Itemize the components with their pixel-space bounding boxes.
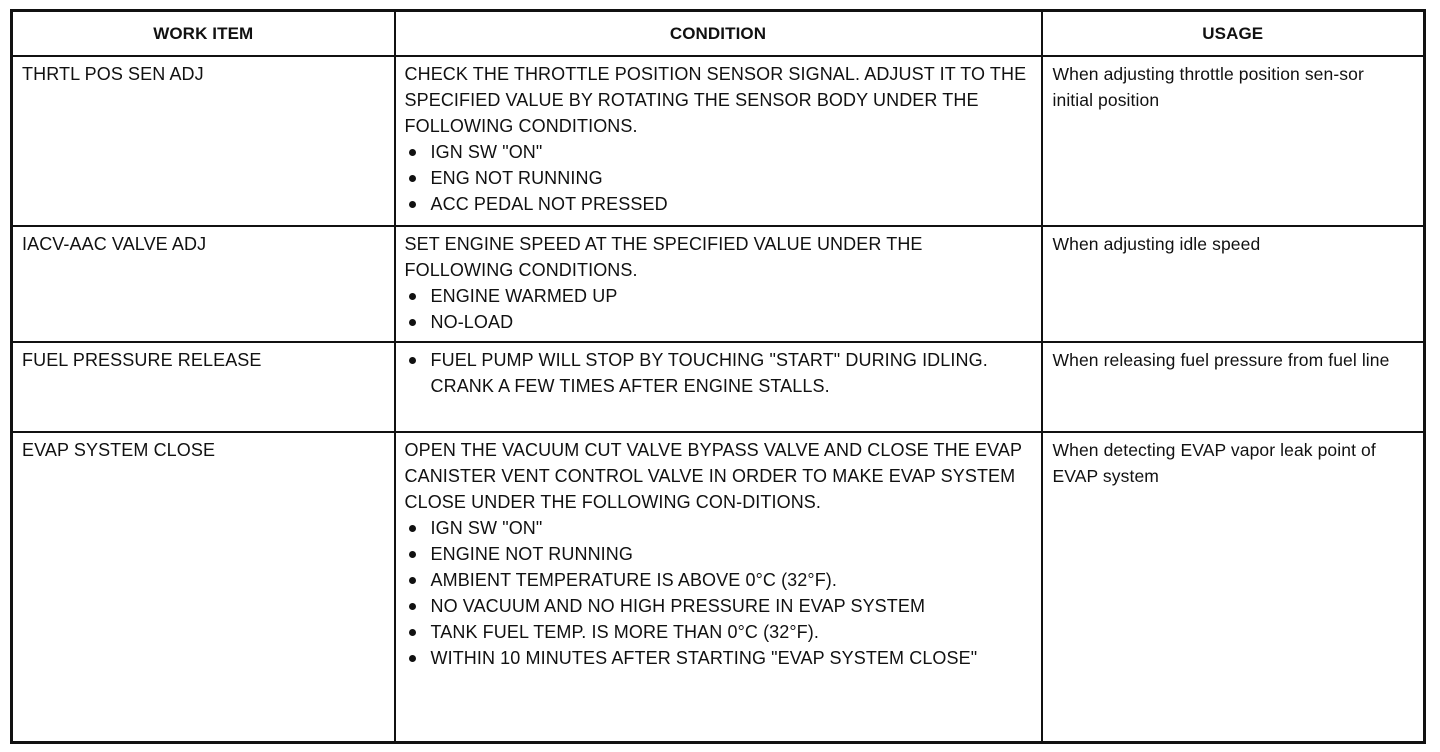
condition-continuation: CRANK A FEW TIMES AFTER ENGINE STALLS. [430,376,830,396]
work-item-cell: FUEL PRESSURE RELEASE [12,342,395,432]
condition-bullet: FUEL PUMP WILL STOP BY TOUCHING "START" DURING IDLING. [405,347,1031,373]
header-work-item: WORK ITEM [12,11,395,57]
work-item-cell: THRTL POS SEN ADJ [12,56,395,226]
table-row [12,226,1425,342]
condition-list [405,283,1031,335]
condition-cell [395,342,1042,432]
usage-cell: When adjusting idle speed [1042,226,1425,342]
condition-bullet: ENG NOT RUNNING [405,165,1031,191]
condition-bullet: IGN SW "ON" [405,515,1031,541]
work-item-cell: IACV-AAC VALVE ADJ [12,226,395,342]
work-support-table [10,9,1426,744]
condition-bullet: IGN SW "ON" [405,139,1031,165]
table-row [12,342,1425,432]
condition-bullet: WITHIN 10 MINUTES AFTER STARTING "EVAP SYSTEM CLOSE" [405,645,1031,671]
usage-cell: When detecting EVAP vapor leak point of EVAP system [1042,432,1425,743]
condition-list [405,515,1031,671]
condition-cell [395,432,1042,743]
condition-bullet: NO-LOAD [405,309,1031,335]
header-condition: CONDITION [395,11,1042,57]
condition-text: OPEN THE VACUUM CUT VALVE BYPASS VALVE AND CLOSE THE EVAP CANISTER VENT CONTROL VALVE IN ORDER TO MAKE EVAP SYSTEM CLOSE UNDER THE FOLLOWING CON-DITIONS. [404,440,1022,512]
work-item-cell: EVAP SYSTEM CLOSE [12,432,395,743]
condition-bullet: TANK FUEL TEMP. IS MORE THAN 0°C (32°F). [405,619,1031,645]
condition-bullet: ACC PEDAL NOT PRESSED [405,191,1031,217]
usage-cell: When releasing fuel pressure from fuel line [1042,342,1425,432]
table-row [12,56,1425,226]
header-row [12,11,1425,57]
table-row [12,432,1425,743]
condition-bullet: AMBIENT TEMPERATURE IS ABOVE 0°C (32°F). [405,567,1031,593]
condition-text: CHECK THE THROTTLE POSITION SENSOR SIGNAL. ADJUST IT TO THE SPECIFIED VALUE BY ROTATING THE SENSOR BODY UNDER THE FOLLOWING CONDITIONS. [404,64,1027,136]
condition-bullet: NO VACUUM AND NO HIGH PRESSURE IN EVAP SYSTEM [405,593,1031,619]
condition-bullet: ENGINE WARMED UP [405,283,1031,309]
condition-cell [395,226,1042,342]
condition-list [405,139,1031,217]
condition-list [405,347,1031,373]
header-usage: USAGE [1042,11,1425,57]
usage-cell: When adjusting throttle position sen-sor initial position [1042,56,1425,226]
condition-cell [395,56,1042,226]
condition-bullet: ENGINE NOT RUNNING [405,541,1031,567]
condition-text: SET ENGINE SPEED AT THE SPECIFIED VALUE UNDER THE FOLLOWING CONDITIONS. [404,234,923,280]
